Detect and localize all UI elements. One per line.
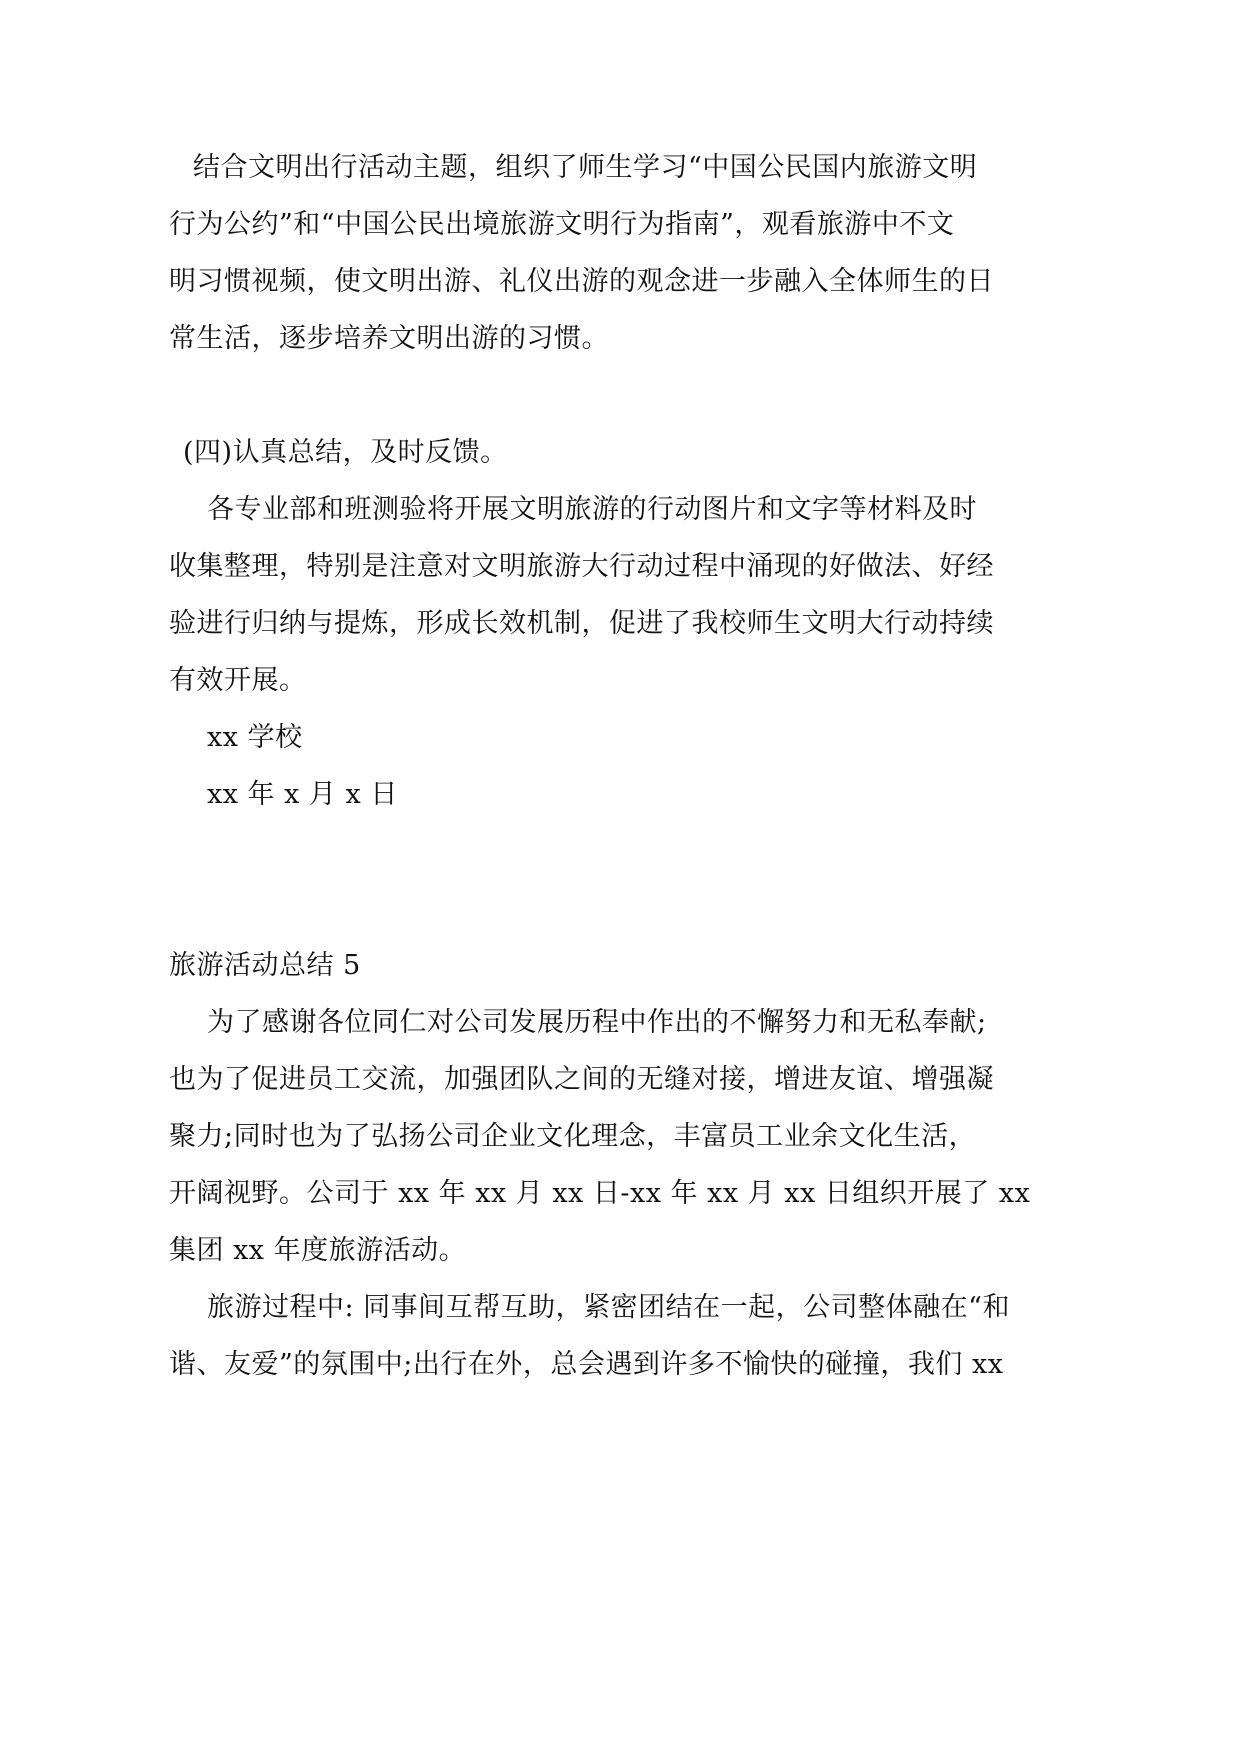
paragraph-line: 聚力;同时也为了弘扬公司企业文化理念，丰富员工业余文化生活，	[169, 1121, 977, 1152]
signature-organization: xx 学校	[207, 722, 303, 753]
paragraph-line: 验进行归纳与提炼，形成长效机制，促进了我校师生文明大行动持续	[169, 608, 994, 639]
paragraph-line: 行为公约”和“中国公民出境旅游文明行为指南”，观看旅游中不文	[169, 209, 955, 240]
paragraph-line: 结合文明出行活动主题，组织了师生学习“中国公民国内旅游文明	[193, 152, 978, 183]
paragraph-line: 集团 xx 年度旅游活动。	[169, 1235, 467, 1266]
signature-date: xx 年 x 月 x 日	[207, 779, 398, 810]
section-title: 旅游活动总结 5	[169, 950, 361, 981]
paragraph-line: 常生活，逐步培养文明出游的习惯。	[169, 323, 609, 354]
paragraph-line: 明习惯视频，使文明出游、礼仪出游的观念进一步融入全体师生的日	[169, 266, 994, 297]
paragraph-line: 开阔视野。公司于 xx 年 xx 月 xx 日-xx 年 xx 月 xx 日组织开展了 xx	[169, 1178, 1031, 1209]
paragraph-line: 收集整理，特别是注意对文明旅游大行动过程中涌现的好做法、好经	[169, 551, 994, 582]
paragraph-line: 各专业部和班测验将开展文明旅游的行动图片和文字等材料及时	[207, 494, 977, 525]
paragraph-line: 有效开展。	[169, 665, 307, 696]
section-heading: (四)认真总结，及时反馈。	[183, 437, 508, 468]
paragraph-line: 为了感谢各位同仁对公司发展历程中作出的不懈努力和无私奉献;	[207, 1007, 987, 1038]
paragraph-line: 也为了促进员工交流，加强团队之间的无缝对接，增进友谊、增强凝	[169, 1064, 994, 1095]
paragraph-line: 谐、友爱”的氛围中;出行在外，总会遇到许多不愉快的碰撞，我们 xx	[169, 1349, 1004, 1380]
paragraph-line: 旅游过程中: 同事间互帮互助，紧密团结在一起，公司整体融在“和	[207, 1292, 1010, 1323]
